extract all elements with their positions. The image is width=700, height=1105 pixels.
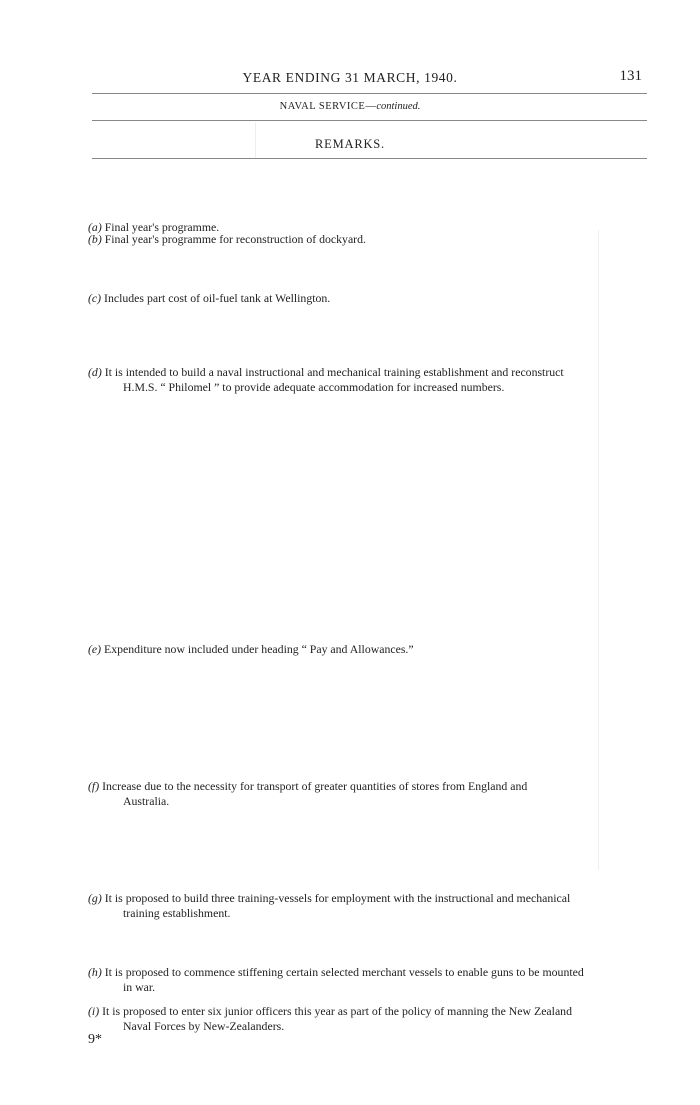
section-title-main: NAVAL SERVICE— (279, 101, 377, 112)
note-d (88, 365, 610, 395)
header-rule-bottom (92, 158, 647, 159)
remarks-heading: REMARKS. (315, 137, 385, 151)
note-label: (i) (88, 1004, 100, 1018)
note-b (88, 232, 610, 247)
note-label: (g) (88, 891, 102, 905)
note-text: Increase due to the necessity for transport of greater quantities of stores from England and (102, 779, 528, 793)
note-label: (d) (88, 365, 102, 379)
note-h (88, 965, 610, 995)
note-text-continued: Australia. (123, 794, 170, 808)
note-label: (h) (88, 965, 102, 979)
header-rule-middle (92, 120, 647, 121)
note-label: (b) (88, 232, 102, 246)
header-rule-top (92, 93, 647, 94)
note-text: It is proposed to enter six junior officers this year as part of the policy of manning the New Zealand (102, 1004, 572, 1018)
note-i (88, 1004, 610, 1034)
note-text-continued: H.M.S. “ Philomel ” to provide adequate accommodation for increased numbers. (123, 380, 505, 394)
page-number: 131 (619, 68, 642, 84)
note-text-continued: Naval Forces by New-Zealanders. (123, 1019, 285, 1033)
note-label: (f) (88, 779, 100, 793)
note-text-continued: training establishment. (123, 906, 231, 920)
note-text: Final year's programme for reconstruction of dockyard. (104, 232, 366, 246)
section-title-suffix: continued. (376, 101, 421, 112)
note-label: (a) (88, 220, 102, 234)
note-c (88, 291, 610, 306)
note-label: (e) (88, 642, 102, 656)
note-text: Includes part cost of oil-fuel tank at Wellington. (104, 291, 331, 305)
note-label: (c) (88, 291, 102, 305)
note-text: It is intended to build a naval instructional and mechanical training establishment and reconstruct (104, 365, 564, 379)
note-text-continued: in war. (123, 980, 156, 994)
section-title (0, 101, 700, 112)
column-guide (598, 230, 599, 870)
note-text: Expenditure now included under heading “ Pay and Allowances.” (104, 642, 414, 656)
note-text: It is proposed to build three training-vessels for employment with the instructional and mechanical (104, 891, 571, 905)
column-guide (255, 122, 256, 158)
note-text: Final year's programme. (104, 220, 220, 234)
note-e (88, 642, 610, 657)
folio-mark: 9* (88, 1032, 102, 1047)
running-head: YEAR ENDING 31 MARCH, 1940. (242, 70, 458, 85)
note-text: It is proposed to commence stiffening certain selected merchant vessels to enable guns to be mounted (104, 965, 584, 979)
note-f (88, 779, 610, 809)
note-g (88, 891, 610, 921)
